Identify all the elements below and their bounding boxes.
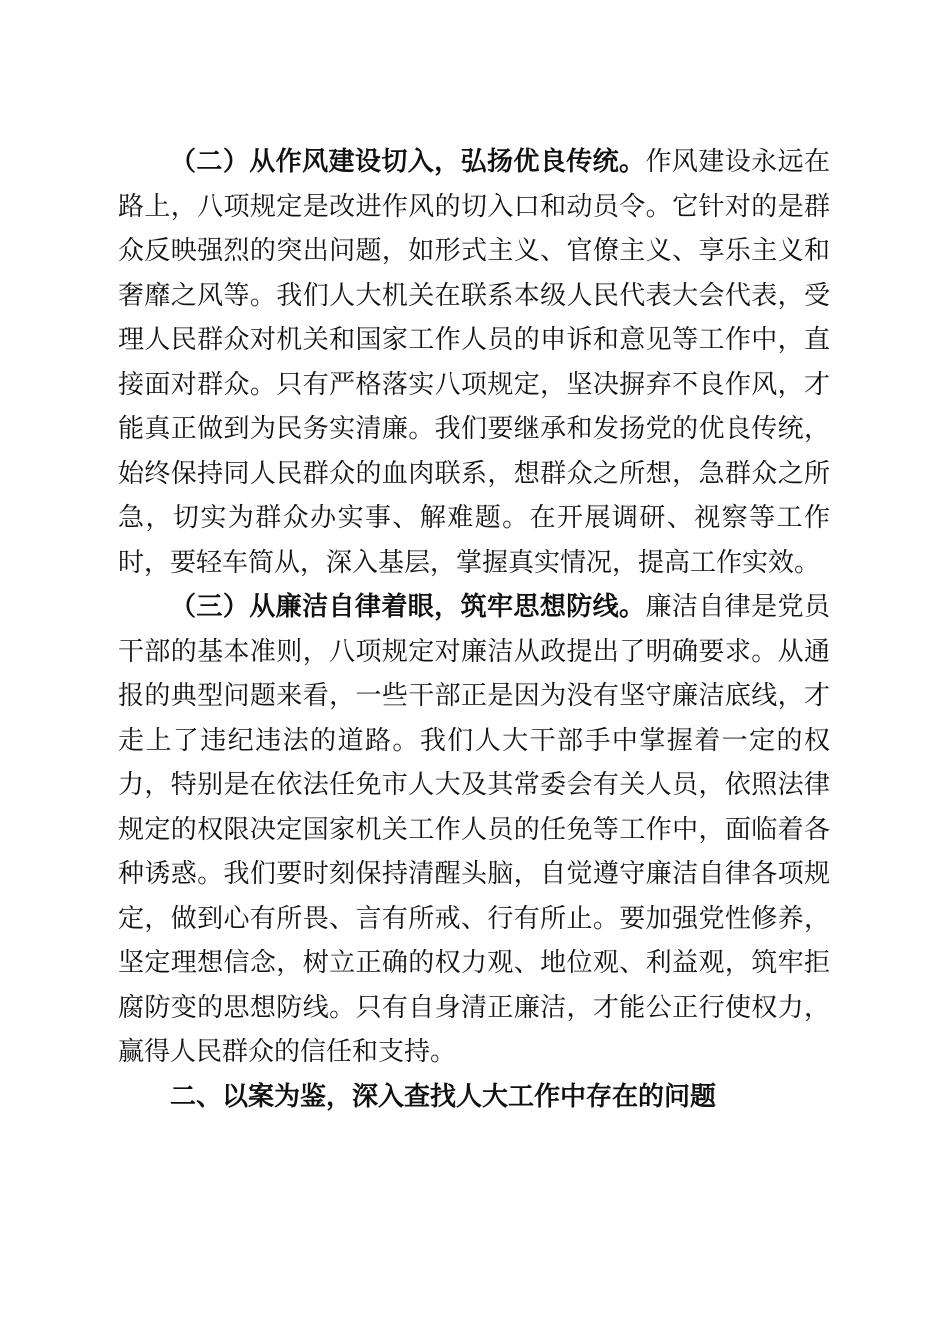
paragraph-lead-title: （三）从廉洁自律着眼，筑牢思想防线。 [170, 592, 646, 622]
document-body [118, 140, 830, 1119]
paragraph-style-building [118, 140, 830, 585]
paragraph-lead-title: （二）从作风建设切入，弘扬优良传统。 [170, 147, 646, 177]
section-heading: 二、以案为鉴，深入查找人大工作中存在的问题 [170, 1081, 717, 1112]
paragraph-text: 廉洁自律是党员干部的基本准则，八项规定对廉洁从政提出了明确要求。从通报的典型问题来看，一些干部正是因为没有坚守廉洁底线，才走上了违纪违法的道路。我们人大干部手中掌握着一定的权力，特别是在依法任免市人大及其常委会有关人员，依照法律规定的权限决定国家机关工作人员的任免等工作中，面临着各种诱惑。我们要时刻保持清醒头脑，自觉遵守廉洁自律各项规定，做到心有所畏、言有所戒、行有所止。要加强党性修养，坚定理想信念，树立正确的权力观、地位观、利益观，筑牢拒腐防变的思想防线。只有自身清正廉洁，才能公正行使权力，赢得人民群众的信任和支持。 [118, 592, 830, 1067]
paragraph-text: 作风建设永远在路上，八项规定是改进作风的切入口和动员令。它针对的是群众反映强烈的突出问题，如形式主义、官僚主义、享乐主义和奢靡之风等。我们人大机关在联系本级人民代表大会代表，受理人民群众对机关和国家工作人员的申诉和意见等工作中，直接面对群众。只有严格落实八项规定，坚决摒弃不良作风，才能真正做到为民务实清廉。我们要继承和发扬党的优良传统，始终保持同人民群众的血肉联系，想群众之所想，急群众之所急，切实为群众办实事、解难题。在开展调研、视察等工作时，要轻车简从，深入基层，掌握真实情况，提高工作实效。 [118, 147, 830, 578]
paragraph-integrity [118, 585, 830, 1075]
